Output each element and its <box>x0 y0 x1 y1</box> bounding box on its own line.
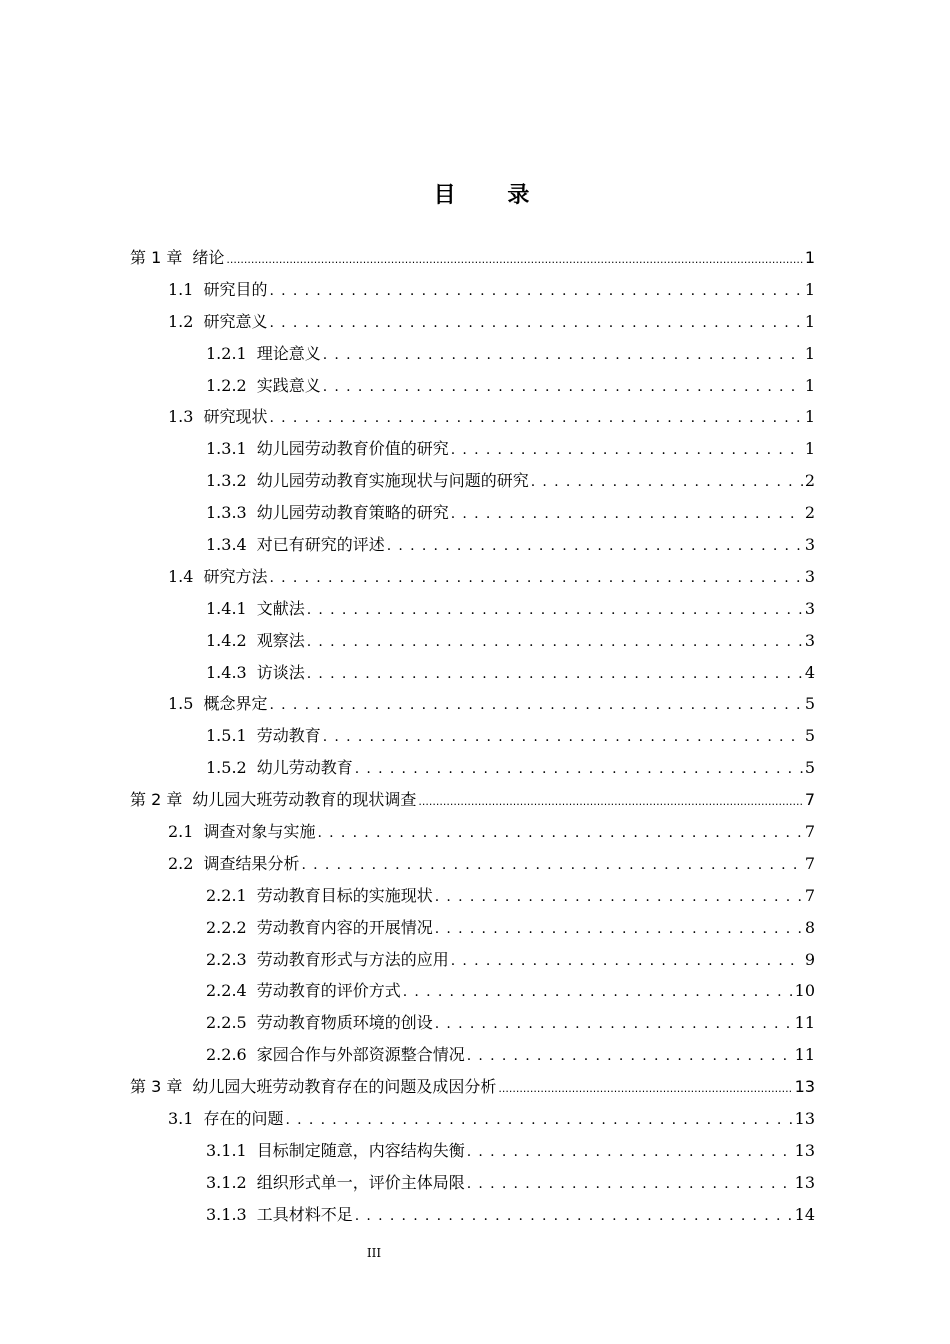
toc-entry-number: 2.1 <box>168 822 194 842</box>
toc-entry-page: 3 <box>804 598 815 618</box>
toc-entry[interactable] <box>130 752 815 784</box>
toc-entry-title: 文献法 <box>256 598 305 618</box>
toc-entry-page: 1 <box>804 311 815 331</box>
toc-entry-title: 幼儿园劳动教育价值的研究 <box>256 439 449 459</box>
toc-entry-number: 2.2.2 <box>206 917 247 937</box>
toc-entry-number: 1.4.1 <box>206 598 247 618</box>
toc-entry[interactable] <box>130 274 815 306</box>
toc-entry-number: 2.2 <box>168 853 194 873</box>
toc-entry-number: 第 2 章 <box>130 790 183 810</box>
toc-entry-page: 1 <box>804 439 815 459</box>
toc-entry[interactable] <box>130 1071 815 1103</box>
toc-entry-title: 研究现状 <box>203 407 268 427</box>
toc-entry-page: 7 <box>804 790 815 810</box>
toc-entry-title: 研究目的 <box>203 279 268 299</box>
toc-entry-title: 工具材料不足 <box>256 1204 353 1224</box>
toc-dot-leader <box>467 1039 793 1073</box>
toc-entry-title: 幼儿劳动教育 <box>256 758 353 778</box>
toc-entry-number: 1.2.2 <box>206 375 247 395</box>
toc-entry[interactable] <box>130 338 815 370</box>
toc-entry[interactable] <box>130 784 815 816</box>
toc-entry-number: 2.2.3 <box>206 949 247 969</box>
toc-entry-number: 1.4.3 <box>206 662 247 682</box>
toc-entry[interactable] <box>130 1167 815 1199</box>
toc-dot-leader <box>435 912 803 946</box>
toc-dot-leader <box>467 1135 793 1169</box>
toc-entry-number: 第 3 章 <box>130 1077 183 1097</box>
toc-entry-number: 1.1 <box>168 279 194 299</box>
toc-entry-page: 1 <box>804 375 815 395</box>
toc-dot-leader <box>269 401 802 435</box>
toc-entry-title: 调查对象与实施 <box>203 822 316 842</box>
toc-entry[interactable] <box>130 1039 815 1071</box>
toc-entry-title: 调查结果分析 <box>203 853 300 873</box>
toc-entry-number: 3.1 <box>168 1109 194 1129</box>
toc-entry-title: 访谈法 <box>256 662 305 682</box>
toc-entry[interactable] <box>130 529 815 561</box>
toc-dot-leader <box>435 880 803 914</box>
toc-entry[interactable] <box>130 370 815 402</box>
toc-entry[interactable] <box>130 561 815 593</box>
toc-entry-title: 存在的问题 <box>203 1109 284 1129</box>
toc-entry-title: 劳动教育的评价方式 <box>256 981 401 1001</box>
toc-entry-number: 1.3.1 <box>206 439 247 459</box>
toc-dot-leader <box>323 720 803 754</box>
toc-entry-page: 5 <box>804 694 815 714</box>
toc-entry[interactable] <box>130 688 815 720</box>
toc-entry-page: 5 <box>804 726 815 746</box>
toc-entry-page: 9 <box>804 949 815 969</box>
toc-entry-title: 实践意义 <box>256 375 321 395</box>
toc-entry-number: 1.3.2 <box>206 471 247 491</box>
toc-entry-page: 13 <box>794 1172 815 1192</box>
toc-dot-leader <box>403 975 793 1009</box>
toc-entry-number: 3.1.2 <box>206 1172 247 1192</box>
toc-entry-page: 1 <box>804 248 815 267</box>
toc-entry[interactable] <box>130 816 815 848</box>
toc-entry[interactable] <box>130 433 815 465</box>
toc-entry[interactable] <box>130 1103 815 1135</box>
toc-dot-leader <box>307 625 803 659</box>
toc-entry-title: 组织形式单一，评价主体局限 <box>256 1172 465 1192</box>
toc-entry-number: 2.2.6 <box>206 1045 247 1065</box>
toc-entry-title: 对已有研究的评述 <box>256 535 385 555</box>
toc-entry-number: 3.1.3 <box>206 1204 247 1224</box>
toc-entry-page: 13 <box>794 1109 815 1129</box>
toc-entry-title: 劳动教育内容的开展情况 <box>256 917 433 937</box>
toc-entry-number: 3.1.1 <box>206 1140 247 1160</box>
toc-entry[interactable] <box>130 944 815 976</box>
toc-entry[interactable] <box>130 625 815 657</box>
toc-dot-leader <box>467 1167 793 1201</box>
toc-entry[interactable] <box>130 242 815 274</box>
toc-entry-number: 1.3.4 <box>206 535 247 555</box>
toc-entry-title: 概念界定 <box>203 694 268 714</box>
toc-entry-page: 7 <box>804 853 815 873</box>
toc-dot-leader <box>531 465 803 499</box>
page-title: 目 录 <box>433 183 552 208</box>
toc-entry-title: 观察法 <box>256 630 305 650</box>
toc-entry-page: 2 <box>804 471 815 491</box>
toc-entry-page: 5 <box>804 758 815 778</box>
page-number-footer: III <box>366 1246 382 1260</box>
toc-dot-leader <box>269 688 802 722</box>
toc-dot-leader <box>269 274 802 308</box>
toc-entry[interactable] <box>130 975 815 1007</box>
toc-entry-number: 2.2.4 <box>206 981 247 1001</box>
toc-entry-page: 3 <box>804 630 815 650</box>
toc-entry-number: 1.3.3 <box>206 503 247 523</box>
toc-entry-number: 1.5.1 <box>206 726 247 746</box>
toc-dot-leader <box>418 784 802 818</box>
toc-dot-leader <box>355 1199 793 1233</box>
toc-entry-title: 研究方法 <box>203 566 268 586</box>
toc-entry-page: 8 <box>804 917 815 937</box>
toc-entry-title: 劳动教育 <box>256 726 321 746</box>
toc-entry-number: 2.2.1 <box>206 885 247 905</box>
toc-entry[interactable] <box>130 1135 815 1167</box>
toc-entry[interactable] <box>130 593 815 625</box>
toc-entry-page: 1 <box>804 343 815 363</box>
toc-entry[interactable] <box>130 306 815 338</box>
toc-dot-leader <box>307 657 803 691</box>
toc-entry-page: 3 <box>804 566 815 586</box>
toc-dot-leader <box>307 593 803 627</box>
toc-entry[interactable] <box>130 657 815 689</box>
toc-entry[interactable] <box>130 912 815 944</box>
toc-entry-title: 幼儿园大班劳动教育的现状调查 <box>192 790 417 810</box>
toc-dot-leader <box>451 497 803 531</box>
toc-entry-page: 3 <box>804 535 815 555</box>
toc-dot-leader <box>285 1103 792 1137</box>
toc-entry[interactable] <box>130 401 815 433</box>
toc-entry[interactable] <box>130 1007 815 1039</box>
toc-entry-page: 13 <box>794 1077 815 1097</box>
toc-dot-leader <box>269 561 802 595</box>
table-of-contents <box>130 242 815 1231</box>
toc-entry-page: 10 <box>794 981 815 1001</box>
toc-entry-title: 幼儿园劳动教育实施现状与问题的研究 <box>256 471 529 491</box>
toc-entry-page: 1 <box>804 279 815 299</box>
toc-dot-leader <box>317 816 802 850</box>
toc-entry-page: 4 <box>804 662 815 682</box>
toc-entry[interactable] <box>130 465 815 497</box>
toc-entry-title: 研究意义 <box>203 311 268 331</box>
toc-entry-title: 劳动教育物质环境的创设 <box>256 1013 433 1033</box>
toc-dot-leader <box>323 370 803 404</box>
toc-entry-title: 目标制定随意，内容结构失衡 <box>256 1140 465 1160</box>
toc-entry-page: 11 <box>794 1045 815 1065</box>
toc-dot-leader <box>323 338 803 372</box>
toc-entry-page: 14 <box>794 1204 815 1224</box>
toc-entry[interactable] <box>130 848 815 880</box>
toc-dot-leader <box>301 848 802 882</box>
toc-dot-leader <box>435 1007 793 1041</box>
toc-entry-number: 1.4.2 <box>206 630 247 650</box>
toc-entry[interactable] <box>130 1199 815 1231</box>
toc-entry-number: 1.5.2 <box>206 758 247 778</box>
toc-dot-leader <box>355 752 803 786</box>
toc-entry-page: 1 <box>804 407 815 427</box>
toc-entry-number: 1.2.1 <box>206 343 247 363</box>
toc-entry-title: 劳动教育目标的实施现状 <box>256 885 433 905</box>
toc-dot-leader <box>269 306 802 340</box>
toc-entry-page: 11 <box>794 1013 815 1033</box>
toc-entry-title: 理论意义 <box>256 343 321 363</box>
toc-entry-title: 家园合作与外部资源整合情况 <box>256 1045 465 1065</box>
toc-entry[interactable] <box>130 497 815 529</box>
toc-dot-leader <box>451 944 803 978</box>
toc-entry-number: 1.2 <box>168 311 194 331</box>
toc-entry-number: 1.3 <box>168 407 194 427</box>
toc-entry-title: 幼儿园劳动教育策略的研究 <box>256 503 449 523</box>
toc-entry-title: 绪论 <box>192 248 225 267</box>
toc-entry-page: 2 <box>804 503 815 523</box>
toc-entry-title: 劳动教育形式与方法的应用 <box>256 949 449 969</box>
toc-dot-leader <box>387 529 803 563</box>
toc-entry[interactable] <box>130 880 815 912</box>
toc-entry-number: 第 1 章 <box>130 248 183 267</box>
toc-entry-page: 7 <box>804 885 815 905</box>
toc-dot-leader <box>226 242 802 276</box>
toc-entry-title: 幼儿园大班劳动教育存在的问题及成因分析 <box>192 1077 497 1097</box>
toc-dot-leader <box>451 433 803 467</box>
toc-entry-number: 1.4 <box>168 566 194 586</box>
toc-dot-leader <box>498 1071 792 1105</box>
toc-entry-page: 13 <box>794 1140 815 1160</box>
toc-entry-number: 2.2.5 <box>206 1013 247 1033</box>
toc-entry[interactable] <box>130 720 815 752</box>
toc-entry-page: 7 <box>804 822 815 842</box>
toc-entry-number: 1.5 <box>168 694 194 714</box>
